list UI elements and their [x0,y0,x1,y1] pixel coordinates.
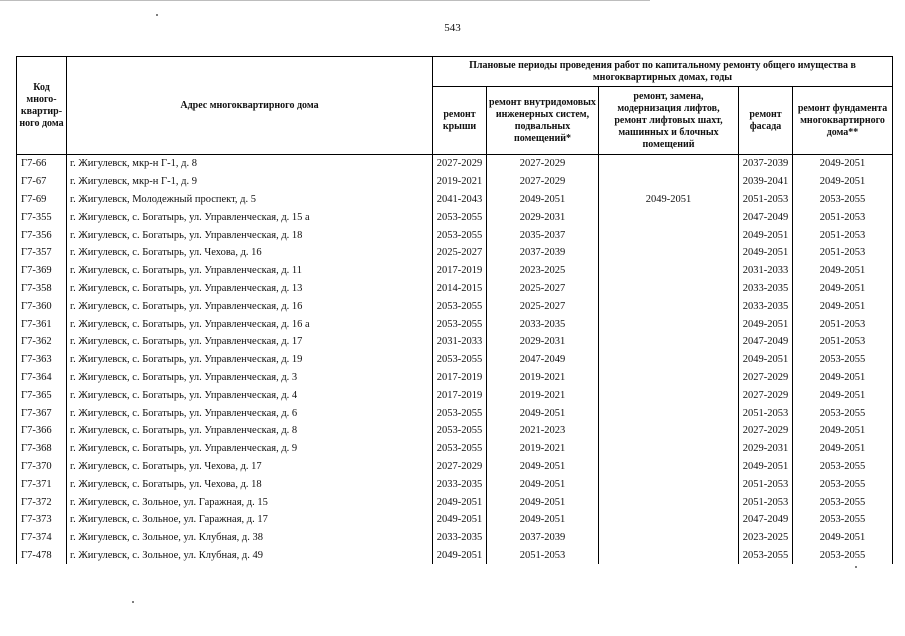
cell-roof: 2041-2043 [433,191,487,209]
cell-code: Г7-374 [17,529,67,547]
cell-systems: 2037-2039 [487,529,599,547]
cell-facade: 2027-2029 [739,369,793,387]
table-row [17,262,893,280]
cell-foundation: 2051-2053 [793,226,893,244]
cell-foundation: 2049-2051 [793,262,893,280]
cell-code: Г7-363 [17,351,67,369]
table-row [17,493,893,511]
cell-code: Г7-370 [17,458,67,476]
cell-code: Г7-367 [17,404,67,422]
cell-facade: 2049-2051 [739,244,793,262]
cell-address: г. Жигулевск, с. Богатырь, ул. Управленческая, д. 16 а [67,315,433,333]
cell-address: г. Жигулевск, с. Зольное, ул. Клубная, д. 38 [67,529,433,547]
cell-elevators [599,315,739,333]
cell-roof: 2019-2021 [433,173,487,191]
cell-address: г. Жигулевск, с. Богатырь, ул. Управленческая, д. 15 а [67,208,433,226]
cell-systems: 2037-2039 [487,244,599,262]
cell-foundation: 2051-2053 [793,315,893,333]
cell-foundation: 2053-2055 [793,351,893,369]
cell-systems: 2027-2029 [487,155,599,173]
cell-systems: 2033-2035 [487,315,599,333]
cell-elevators [599,529,739,547]
cell-roof: 2025-2027 [433,244,487,262]
cell-address: г. Жигулевск, с. Зольное, ул. Клубная, д. 49 [67,547,433,565]
cell-facade: 2027-2029 [739,422,793,440]
cell-elevators [599,262,739,280]
cell-roof: 2017-2019 [433,369,487,387]
cell-roof: 2053-2055 [433,351,487,369]
table-row [17,333,893,351]
header-elevators: ремонт, замена, модернизация лифтов, ремонт лифтовых шахт, машинных и блочных помещений [599,87,739,155]
cell-roof: 2049-2051 [433,493,487,511]
table-row [17,440,893,458]
cell-facade: 2047-2049 [739,208,793,226]
scan-speck [132,601,134,603]
cell-elevators [599,547,739,565]
cell-systems: 2025-2027 [487,297,599,315]
table-row [17,475,893,493]
table-row [17,208,893,226]
table-row [17,351,893,369]
cell-code: Г7-478 [17,547,67,565]
cell-elevators [599,493,739,511]
cell-elevators [599,155,739,173]
cell-foundation: 2051-2053 [793,333,893,351]
cell-code: Г7-369 [17,262,67,280]
cell-elevators [599,280,739,298]
cell-systems: 2029-2031 [487,208,599,226]
cell-roof: 2027-2029 [433,458,487,476]
cell-code: Г7-368 [17,440,67,458]
cell-elevators [599,404,739,422]
cell-systems: 2049-2051 [487,493,599,511]
cell-foundation: 2049-2051 [793,386,893,404]
cell-code: Г7-66 [17,155,67,173]
cell-foundation: 2051-2053 [793,208,893,226]
cell-foundation: 2049-2051 [793,440,893,458]
cell-roof: 2033-2035 [433,529,487,547]
cell-systems: 2051-2053 [487,547,599,565]
cell-facade: 2051-2053 [739,493,793,511]
cell-address: г. Жигулевск, с. Зольное, ул. Гаражная, д. 17 [67,511,433,529]
cell-facade: 2049-2051 [739,226,793,244]
table-row [17,191,893,209]
cell-systems: 2021-2023 [487,422,599,440]
cell-foundation: 2053-2055 [793,191,893,209]
cell-elevators [599,440,739,458]
header-foundation: ремонт фундамента многоквартирного дома** [793,87,893,155]
cell-elevators: 2049-2051 [599,191,739,209]
cell-address: г. Жигулевск, с. Богатырь, ул. Управленческая, д. 6 [67,404,433,422]
table-row [17,547,893,565]
scan-speck [156,14,158,16]
cell-foundation: 2053-2055 [793,475,893,493]
cell-foundation: 2049-2051 [793,280,893,298]
cell-foundation: 2053-2055 [793,458,893,476]
cell-systems: 2049-2051 [487,475,599,493]
cell-roof: 2053-2055 [433,297,487,315]
cell-facade: 2047-2049 [739,333,793,351]
cell-roof: 2017-2019 [433,262,487,280]
cell-roof: 2031-2033 [433,333,487,351]
cell-foundation: 2049-2051 [793,297,893,315]
cell-foundation: 2053-2055 [793,547,893,565]
cell-facade: 2051-2053 [739,475,793,493]
cell-address: г. Жигулевск, мкр-н Г-1, д. 8 [67,155,433,173]
cell-address: г. Жигулевск, мкр-н Г-1, д. 9 [67,173,433,191]
cell-facade: 2029-2031 [739,440,793,458]
cell-elevators [599,226,739,244]
cell-address: г. Жигулевск, Молодежный проспект, д. 5 [67,191,433,209]
cell-foundation: 2051-2053 [793,244,893,262]
cell-address: г. Жигулевск, с. Зольное, ул. Гаражная, д. 15 [67,493,433,511]
cell-address: г. Жигулевск, с. Богатырь, ул. Чехова, д. 17 [67,458,433,476]
cell-roof: 2053-2055 [433,404,487,422]
table-row [17,529,893,547]
cell-code: Г7-365 [17,386,67,404]
table-row [17,315,893,333]
table-row [17,280,893,298]
cell-foundation: 2053-2055 [793,511,893,529]
cell-roof: 2053-2055 [433,208,487,226]
cell-facade: 2037-2039 [739,155,793,173]
cell-roof: 2033-2035 [433,475,487,493]
cell-systems: 2047-2049 [487,351,599,369]
table-row [17,511,893,529]
cell-address: г. Жигулевск, с. Богатырь, ул. Управленческая, д. 9 [67,440,433,458]
cell-foundation: 2049-2051 [793,173,893,191]
cell-facade: 2023-2025 [739,529,793,547]
cell-facade: 2049-2051 [739,315,793,333]
cell-roof: 2053-2055 [433,315,487,333]
cell-systems: 2025-2027 [487,280,599,298]
cell-facade: 2039-2041 [739,173,793,191]
header-systems: ремонт внутридомовых инженерных систем, подвальных помещений* [487,87,599,155]
table-row [17,173,893,191]
cell-roof: 2053-2055 [433,226,487,244]
header-roof: ремонт крыши [433,87,487,155]
cell-code: Г7-360 [17,297,67,315]
table-row [17,458,893,476]
table-row [17,404,893,422]
cell-systems: 2035-2037 [487,226,599,244]
cell-elevators [599,351,739,369]
cell-elevators [599,369,739,387]
cell-address: г. Жигулевск, с. Богатырь, ул. Управленческая, д. 18 [67,226,433,244]
cell-code: Г7-373 [17,511,67,529]
cell-roof: 2049-2051 [433,511,487,529]
cell-elevators [599,511,739,529]
cell-roof: 2053-2055 [433,422,487,440]
cell-code: Г7-361 [17,315,67,333]
cell-code: Г7-358 [17,280,67,298]
cell-facade: 2053-2055 [739,547,793,565]
cell-roof: 2014-2015 [433,280,487,298]
cell-code: Г7-366 [17,422,67,440]
cell-address: г. Жигулевск, с. Богатырь, ул. Управленческая, д. 11 [67,262,433,280]
cell-systems: 2019-2021 [487,386,599,404]
scan-top-edge [0,0,650,1]
cell-roof: 2053-2055 [433,440,487,458]
cell-foundation: 2053-2055 [793,404,893,422]
cell-address: г. Жигулевск, с. Богатырь, ул. Управленческая, д. 19 [67,351,433,369]
cell-code: Г7-372 [17,493,67,511]
cell-address: г. Жигулевск, с. Богатырь, ул. Управленческая, д. 8 [67,422,433,440]
cell-elevators [599,297,739,315]
cell-code: Г7-364 [17,369,67,387]
cell-elevators [599,422,739,440]
header-address: Адрес многоквартирного дома [67,57,433,155]
cell-code: Г7-69 [17,191,67,209]
table-row [17,386,893,404]
cell-systems: 2019-2021 [487,440,599,458]
cell-roof: 2049-2051 [433,547,487,565]
cell-facade: 2033-2035 [739,297,793,315]
cell-elevators [599,333,739,351]
table-row [17,297,893,315]
table-row [17,155,893,173]
cell-code: Г7-357 [17,244,67,262]
cell-systems: 2023-2025 [487,262,599,280]
header-code: Код много-квартир-ного дома [17,57,67,155]
cell-elevators [599,173,739,191]
cell-address: г. Жигулевск, с. Богатырь, ул. Управленческая, д. 16 [67,297,433,315]
cell-address: г. Жигулевск, с. Богатырь, ул. Чехова, д. 16 [67,244,433,262]
cell-address: г. Жигулевск, с. Богатырь, ул. Управленческая, д. 17 [67,333,433,351]
cell-elevators [599,208,739,226]
cell-code: Г7-67 [17,173,67,191]
cell-facade: 2049-2051 [739,351,793,369]
header-periods-group: Плановые периоды проведения работ по капитальному ремонту общего имущества в многоквартирных домах, годы [433,57,893,87]
cell-address: г. Жигулевск, с. Богатырь, ул. Управленческая, д. 13 [67,280,433,298]
header-facade: ремонт фасада [739,87,793,155]
scan-speck [855,566,857,568]
table-row [17,422,893,440]
cell-elevators [599,458,739,476]
cell-systems: 2019-2021 [487,369,599,387]
cell-facade: 2051-2053 [739,404,793,422]
cell-systems: 2049-2051 [487,191,599,209]
cell-code: Г7-371 [17,475,67,493]
cell-address: г. Жигулевск, с. Богатырь, ул. Управленческая, д. 4 [67,386,433,404]
cell-address: г. Жигулевск, с. Богатырь, ул. Чехова, д. 18 [67,475,433,493]
cell-foundation: 2049-2051 [793,529,893,547]
cell-address: г. Жигулевск, с. Богатырь, ул. Управленческая, д. 3 [67,369,433,387]
repair-schedule-table [16,56,893,564]
cell-code: Г7-355 [17,208,67,226]
cell-facade: 2027-2029 [739,386,793,404]
cell-foundation: 2049-2051 [793,155,893,173]
cell-foundation: 2053-2055 [793,493,893,511]
cell-systems: 2049-2051 [487,458,599,476]
table-row [17,226,893,244]
cell-facade: 2033-2035 [739,280,793,298]
cell-systems: 2049-2051 [487,511,599,529]
cell-roof: 2017-2019 [433,386,487,404]
cell-systems: 2049-2051 [487,404,599,422]
cell-roof: 2027-2029 [433,155,487,173]
cell-elevators [599,244,739,262]
cell-facade: 2047-2049 [739,511,793,529]
table-row [17,244,893,262]
cell-elevators [599,475,739,493]
cell-facade: 2049-2051 [739,458,793,476]
cell-facade: 2031-2033 [739,262,793,280]
cell-elevators [599,386,739,404]
cell-systems: 2027-2029 [487,173,599,191]
page-number: 543 [444,22,461,34]
cell-systems: 2029-2031 [487,333,599,351]
cell-facade: 2051-2053 [739,191,793,209]
cell-foundation: 2049-2051 [793,422,893,440]
cell-code: Г7-356 [17,226,67,244]
cell-foundation: 2049-2051 [793,369,893,387]
cell-code: Г7-362 [17,333,67,351]
table-row [17,369,893,387]
